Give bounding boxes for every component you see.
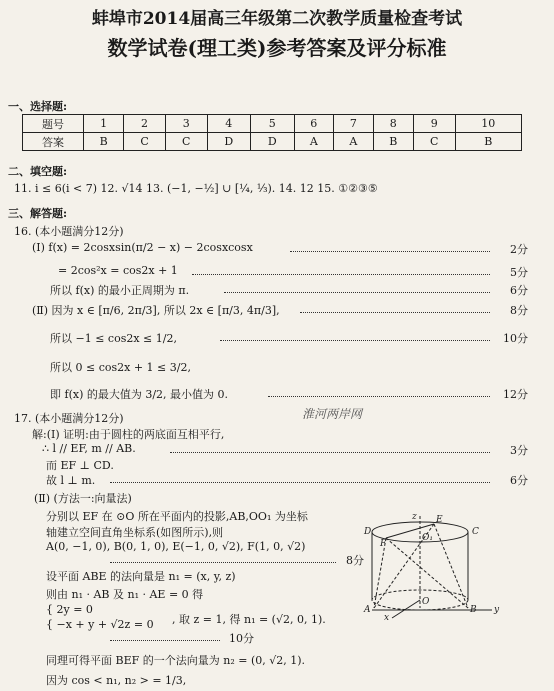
table-cell: C [165, 133, 207, 151]
label-a: A [364, 605, 371, 615]
points: 5分 [510, 266, 528, 279]
table-cell: 4 [207, 115, 250, 133]
q16-line-5: 所以 −1 ≤ cos2x ≤ 1/2, [50, 332, 177, 345]
label-y: y [494, 605, 500, 615]
table-cell: A [294, 133, 334, 151]
label-z: z [412, 512, 417, 522]
label-x: x [384, 613, 390, 622]
dotted-leader [268, 396, 490, 397]
table-cell: A [334, 133, 374, 151]
points: 2分 [510, 243, 528, 256]
table-cell: B [373, 133, 413, 151]
q17-line-5: (Ⅱ) (方法一:向量法) [34, 492, 132, 505]
table-cell: B [455, 133, 521, 151]
table-cell: 9 [413, 115, 455, 133]
table-cell: D [251, 133, 294, 151]
table-cell: 8 [373, 115, 413, 133]
section-choice: 一、选择题: [8, 100, 68, 113]
label-o1: O₁ [422, 533, 433, 543]
label-f: F [380, 539, 387, 549]
q16-line-3: 所以 f(x) 的最小正周期为 π. [50, 284, 190, 297]
table-cell: 题号 [23, 115, 84, 133]
dotted-leader [110, 482, 490, 483]
exam-title: 蚌埠市2014届高三年级第二次教学质量检查考试 [91, 9, 463, 29]
fill-answers: 11. i ≤ 6(i < 7) 12. √14 13. (−1, −½] ∪ [¼, ⅓). 14. 12 15. ①②③⑤ [14, 182, 378, 195]
label-d: D [364, 527, 372, 537]
dotted-leader [192, 274, 490, 275]
q17-line-12-tail: , 取 z = 1, 得 n₁ = (√2, 0, 1). [172, 613, 326, 626]
q17-line-13: 同理可得平面 BEF 的一个法向量为 n₂ = (0, √2, 1). [46, 654, 306, 667]
handwritten-note: 淮河两岸网 [302, 407, 363, 421]
dotted-leader [170, 452, 490, 453]
table-cell: D [207, 133, 250, 151]
choice-answer-table [22, 114, 522, 151]
q16-line-7: 即 f(x) 的最大值为 3/2, 最小值为 0. [50, 388, 229, 401]
label-c: C [472, 527, 479, 537]
dotted-leader [300, 312, 490, 313]
table-row [23, 115, 522, 133]
dotted-leader [224, 292, 490, 293]
q17-line-14: 因为 cos < n₁, n₂ > = 1/3, [46, 674, 187, 687]
points: 6分 [510, 474, 528, 487]
points: 8分 [510, 304, 528, 317]
q16-line-4: (Ⅱ) 因为 x ∈ [π/6, 2π/3], 所以 2x ∈ [π/3, 4π/3], [32, 304, 280, 317]
x-axis [392, 600, 420, 618]
table-cell: 7 [334, 115, 374, 133]
points: 3分 [510, 444, 528, 457]
table-cell: 答案 [23, 133, 84, 151]
table-cell: 1 [84, 115, 124, 133]
table-cell: C [124, 133, 166, 151]
table-cell: 5 [251, 115, 294, 133]
points: 10分 [229, 632, 254, 645]
q17-line-9: 设平面 ABE 的法向量是 n₁ = (x, y, z) [46, 570, 236, 583]
table-cell: 10 [455, 115, 521, 133]
dotted-leader [110, 640, 220, 641]
q16-heading: 16. (本小题满分12分) [14, 225, 124, 238]
label-o: O [422, 597, 430, 607]
q17-line-10: 则由 n₁ · AB 及 n₁ · AE = 0 得 [46, 588, 204, 601]
q16-line-2: = 2cos²x = cos2x + 1 [58, 264, 178, 277]
points: 6分 [510, 284, 528, 297]
label-e: E [436, 515, 443, 525]
q16-line-6: 所以 0 ≤ cos2x + 1 ≤ 3/2, [50, 361, 191, 374]
q17-line-4: 故 l ⊥ m. [46, 474, 96, 487]
points: 8分 [346, 554, 364, 567]
q17-line-1: 解:(Ⅰ) 证明:由于圆柱的两底面互相平行, [32, 428, 225, 441]
table-cell: 2 [124, 115, 166, 133]
table-cell: 6 [294, 115, 334, 133]
table-cell: B [84, 133, 124, 151]
q17-heading: 17. (本小题满分12分) [14, 412, 124, 425]
points: 12分 [503, 388, 528, 401]
q17-line-12: { −x + y + √2z = 0 [46, 618, 154, 631]
q17-line-2: ∴ l // EF, m // AB. [42, 442, 136, 455]
q17-line-7: 轴建立空间直角坐标系(如图所示),则 [46, 526, 224, 539]
q17-line-6: 分别以 EF 在 ⊙O 所在平面内的投影,AB,OO₁ 为坐标 [46, 510, 308, 523]
dotted-leader [290, 251, 490, 252]
q17-line-11: { 2y = 0 [46, 603, 93, 616]
table-cell: C [413, 133, 455, 151]
dotted-leader [220, 340, 490, 341]
table-row [23, 133, 522, 151]
label-b: B [470, 605, 477, 615]
points: 10分 [503, 332, 528, 345]
cylinder-figure [362, 512, 502, 622]
q17-line-8: A(0, −1, 0), B(0, 1, 0), E(−1, 0, √2), F(1, 0, √2) [46, 540, 306, 553]
section-fill: 二、填空题: [8, 165, 68, 178]
table-cell: 3 [165, 115, 207, 133]
q17-line-3: 而 EF ⊥ CD. [46, 459, 114, 472]
dotted-leader [110, 562, 336, 563]
q16-line-1: (Ⅰ) f(x) = 2cosxsin(π/2 − x) − 2cosxcosx [32, 241, 253, 254]
section-solve: 三、解答题: [8, 207, 68, 220]
answer-key-title: 数学试卷(理工类)参考答案及评分标准 [107, 36, 447, 60]
